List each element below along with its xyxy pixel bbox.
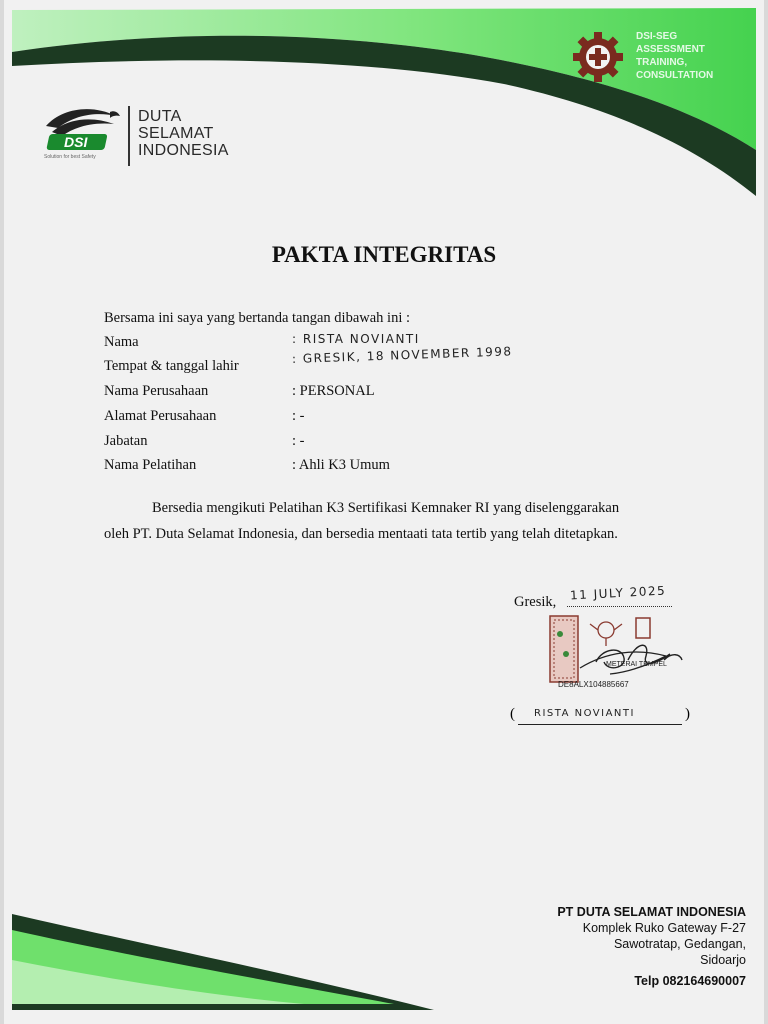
footer-address-line: Sidoarjo [700,953,746,967]
document-title: PAKTA INTEGRITAS [271,242,497,267]
brand-text [636,30,713,82]
document-page [4,0,764,1024]
svg-text:DSI: DSI [64,134,88,150]
field-label: Nama Perusahaan [104,383,209,399]
logo-line: DUTA [138,108,182,125]
logo-tagline: Solution for best Safety [44,154,96,160]
brand-line: TRAINING, [636,57,688,68]
signer-name: RISTA NOVIANTI [534,708,635,719]
footer-address-line: Komplek Ruko Gateway F-27 [582,921,746,935]
field-value: : PERSONAL [292,383,375,399]
footer-phone: Telp 082164690007 [634,974,746,988]
field-value: : - [292,408,305,424]
brand-line: DSI-SEG [636,31,678,42]
footer-company-name: PT DUTA SELAMAT INDONESIA [557,905,746,919]
field-label: Alamat Perusahaan [104,408,217,424]
field-value-handwritten: : GRESIK, 18 NOVEMBER 1998 [291,344,513,366]
k3-gear-icon [570,32,626,82]
field-alamat-perusahaan [104,408,664,430]
field-value: : - [292,433,305,449]
logo-divider [128,106,130,166]
field-label: Jabatan [104,433,148,449]
signature-date: 11 JULY 2025 [569,583,667,603]
field-jabatan [104,433,664,455]
logo-line: SELAMAT [138,125,214,142]
field-nama-pelatihan [104,457,664,479]
company-logo-text [138,108,229,159]
field-value: : Ahli K3 Umum [292,457,390,473]
open-paren: ( [510,706,515,722]
close-paren: ) [685,706,690,722]
stamp-serial-code: DE8ALX104885667 [558,680,629,689]
logo-line: INDONESIA [138,142,229,159]
signer-underline [518,724,682,725]
statement-paragraph-line-1: Bersedia mengikuti Pelatihan K3 Sertifikasi Kemnaker RI yang diselenggarakan [152,500,620,516]
company-footer [557,904,746,989]
intro-text: Bersama ini saya yang bertanda tangan dibawah ini : [104,310,411,326]
field-value-handwritten: : RISTA NOVIANTI [292,332,420,346]
statement-paragraph-line-2: oleh PT. Duta Selamat Indonesia, dan bersedia mentaati tata tertib yang telah ditetapkan. [104,526,618,542]
field-label: Tempat & tanggal lahir [104,358,239,374]
date-dotted-line [567,606,672,607]
field-label: Nama [104,334,139,350]
field-label: Nama Pelatihan [104,457,197,473]
signer-name-block [510,706,690,728]
field-nama-perusahaan [104,383,664,405]
svg-text:METERAI TEMPEL: METERAI TEMPEL [606,661,667,668]
brand-line: CONSULTATION [636,70,714,81]
brand-line: ASSESSMENT [636,44,705,55]
signature-place: Gresik, [514,594,557,610]
footer-address-line: Sawotratap, Gedangan, [613,937,746,951]
field-tempat-tanggal-lahir [104,344,664,380]
